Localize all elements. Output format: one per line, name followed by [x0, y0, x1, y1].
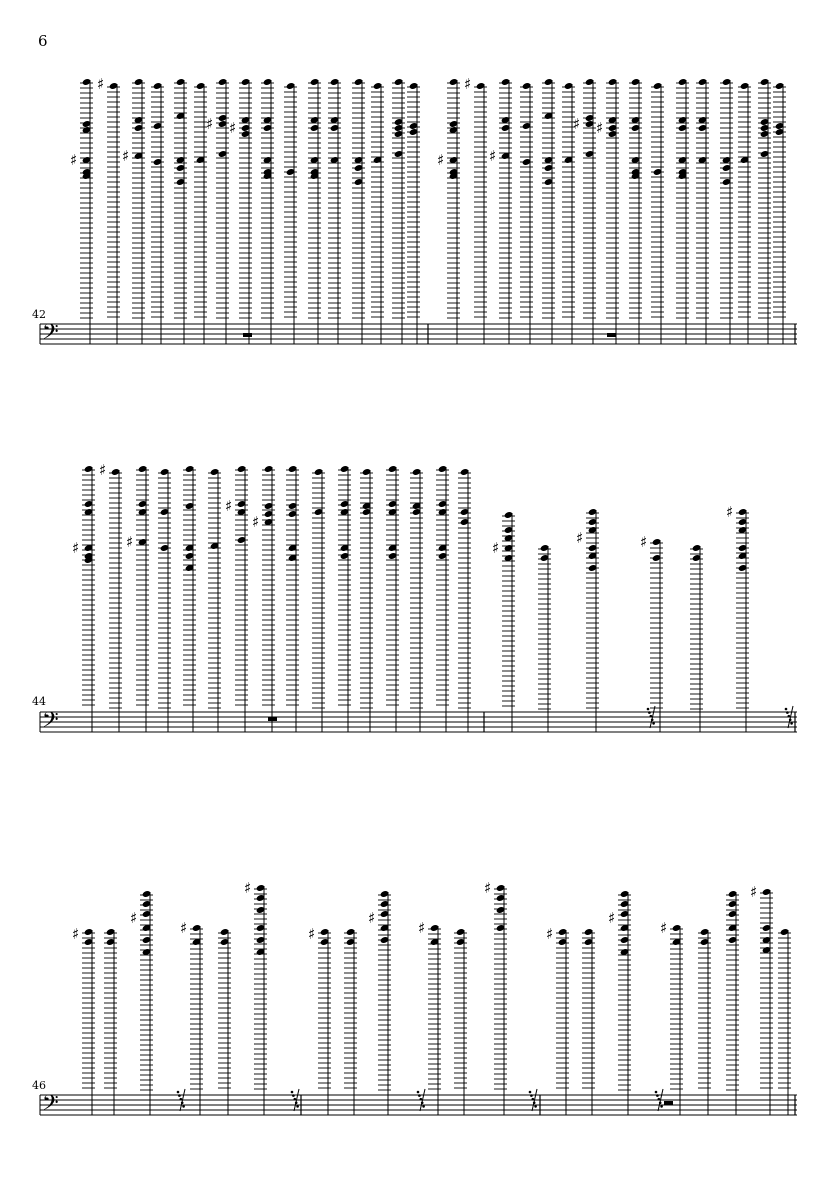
sharp-accidental: ♯: [244, 879, 252, 897]
sharp-accidental: ♯: [726, 503, 734, 521]
rest-dot: [294, 1098, 297, 1101]
sharp-accidental: ♯: [130, 909, 138, 927]
rest-dot: [180, 1098, 183, 1101]
whole-rest: [664, 1101, 673, 1105]
sharp-accidental: ♯: [308, 925, 316, 943]
rest-dot: [655, 1091, 658, 1094]
rest-dot: [656, 1094, 659, 1097]
rest-dot: [660, 1105, 663, 1108]
sharp-accidental: ♯: [608, 909, 616, 927]
sharp-accidental: ♯: [418, 919, 426, 937]
sharp-accidental: ♯: [225, 497, 233, 515]
rest-dot: [418, 1094, 421, 1097]
page-number: 6: [38, 32, 48, 50]
sharp-accidental: ♯: [99, 461, 107, 479]
rest-dot: [296, 1105, 299, 1108]
rest-dot: [534, 1105, 537, 1108]
rest-dot: [178, 1094, 181, 1097]
sharp-accidental: ♯: [126, 533, 134, 551]
sharp-accidental: ♯: [122, 147, 130, 165]
measure-number: 42: [32, 308, 46, 321]
rest-dot: [291, 1091, 294, 1094]
bass-clef: 𝄢: [42, 320, 59, 350]
sharp-accidental: ♯: [97, 75, 105, 93]
measure-number: 46: [32, 1079, 46, 1092]
bass-clef: 𝄢: [42, 1091, 59, 1121]
measure-number: 44: [32, 695, 46, 708]
rest-dot: [292, 1094, 295, 1097]
sharp-accidental: ♯: [206, 115, 214, 133]
sharp-accidental: ♯: [180, 919, 188, 937]
sharp-accidental: ♯: [489, 147, 497, 165]
rest-dot: [417, 1091, 420, 1094]
rest-dot: [530, 1094, 533, 1097]
sharp-accidental: ♯: [252, 513, 260, 531]
rest-dot: [658, 1098, 661, 1101]
sharp-accidental: ♯: [368, 909, 376, 927]
sharp-accidental: ♯: [229, 119, 237, 137]
sharp-accidental: ♯: [660, 919, 668, 937]
sharp-accidental: ♯: [484, 879, 492, 897]
sharp-accidental: ♯: [70, 151, 78, 169]
rest-dot: [182, 1105, 185, 1108]
sharp-accidental: ♯: [546, 925, 554, 943]
sharp-accidental: ♯: [573, 115, 581, 133]
sharp-accidental: ♯: [492, 539, 500, 557]
sharp-accidental: ♯: [464, 75, 472, 93]
sharp-accidental: ♯: [750, 883, 758, 901]
sharp-accidental: ♯: [640, 533, 648, 551]
sharp-accidental: ♯: [576, 529, 584, 547]
rest-dot: [529, 1091, 532, 1094]
rest-dot: [177, 1091, 180, 1094]
sharp-accidental: ♯: [72, 925, 80, 943]
sharp-accidental: ♯: [72, 539, 80, 557]
sharp-accidental: ♯: [596, 119, 604, 137]
rest-dot: [420, 1098, 423, 1101]
rest-dot: [532, 1098, 535, 1101]
rest-dot: [422, 1105, 425, 1108]
bass-clef: 𝄢: [42, 708, 59, 738]
sharp-accidental: ♯: [437, 151, 445, 169]
